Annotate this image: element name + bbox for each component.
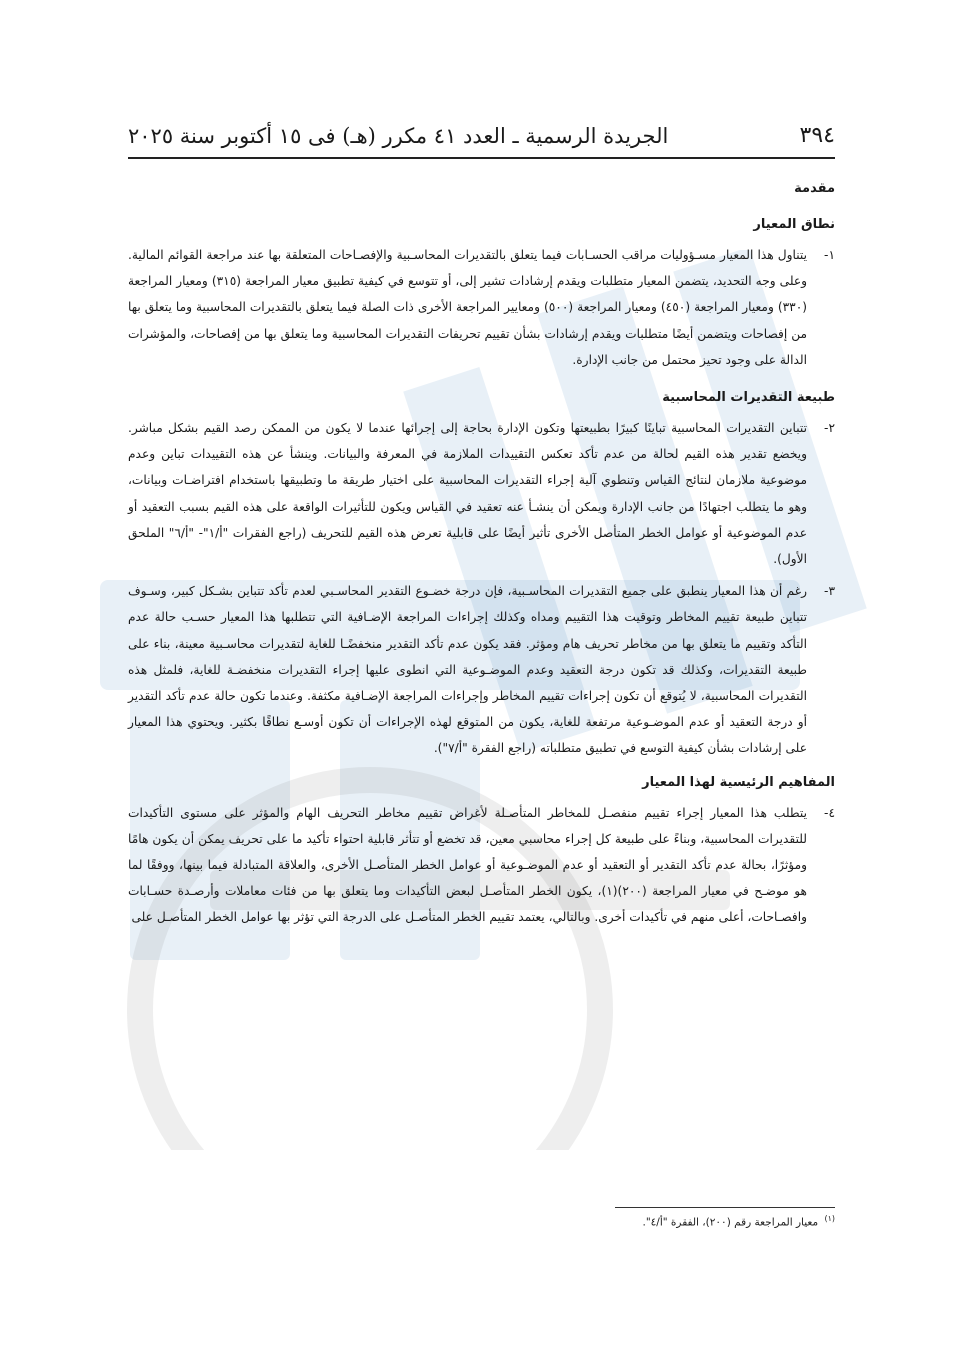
footnote-divider [615, 1207, 835, 1208]
footnote-marker: (١) [824, 1214, 835, 1223]
paragraph-number: ٤- [824, 805, 835, 820]
document-body [128, 178, 835, 931]
page-number: ٣٩٤ [799, 123, 835, 148]
paragraph-text: تتباين التقديرات المحاسبية تباينًا كبيرًا بطبيعتها وتكون الإدارة بحاجة إلى إجرائها عندما لا يكون من الممكن رصد القيم بشكل مباشر. ويخضع تقدير هذه القيم لحالة من عدم تأكد تعكس التقييدات الملازمة في المعرفة والبيانات. وينشأ عن هذه التقييدات تباين وعدم موضوعية ملازمان لنتائج القياس وتنطوي آلية إجراء التقديرات المحاسبية على اختيار طريقة ما وتطبيقها باستخدام افتراضـات وبيانات، وهو ما يتطلب اجتهادًا من جانب الإدارة ويمكن أن ينشـأ عنه تعقيد في القياس ويكون للتأثيرات الواقعة على هذه القيم بسبب التعقيد أو عدم الموضوعية أو عوامل الخطر المتأصل الأخرى تأثير أيضًا على قابلية تعرض هذه القيم للتحريف (راجع الفقرات "أ/١"- "أ/٦" الملحق الأول). [128, 421, 807, 567]
paragraph-number: ٣- [824, 584, 835, 599]
section-heading-nature: طبيعة التقديرات المحاسبية [662, 390, 835, 406]
gazette-title: الجريدة الرسمية ـ العدد ٤١ مكرر (هـ) فى ١٥ أكتوبر سنة ٢٠٢٥ [128, 124, 669, 148]
header-divider [128, 157, 835, 159]
paragraph-text: رغم أن هذا المعيار ينطبق على جميع التقديرات المحاسـبية، فإن درجة خضـوع التقدير المحاسـبي لعدم تأكد تتباين بشـكل كبير، وسـوف تتباين طبيعة تقييم المخاطر وتوقيت هذا التقييم ومداه وكذلك إجراءات المراجعة الإضـافية التي تتطلبها هذا المعيار حسـب حالة عدم التأكد وتقييم ما يتعلق بها من مخاطر تحريف هام ومؤثر. فقد يكون عدم تأكد التقدير منخفضًـا للغاية لتقديرات محاسـبية معينة، بناء على طبيعة التقديرات، وكذلك قد تكون درجة التعقيد وعدم الموضـوعية التي انطوى عليها إجراء التقديرات منخفضـة للغاية، فلمثل هذه التقديرات المحاسبية، لا يُتوقع أن تكون إجراءات تقييم المخاطر وإجراءات المراجعة الإضـافية مكثفة. وعندما تكون حالة عدم تأكد التقدير أو درجة التعقيد أو عدم الموضـوعية مرتفعة للغاية، يكون من المتوقع لهذه الإجراءات أن تكون أوسـع نطاقًا بكثير. ويحتوي هذا المعيار على إرشادات بشأن كيفية التوسع في تطبيق متطلباته (راجع الفقرة "أ/٧"). [128, 584, 807, 756]
paragraph-number: ١- [824, 248, 835, 262]
section-heading-intro: مقدمة [794, 181, 835, 196]
paragraph-number: ٢- [824, 421, 835, 436]
paragraph-3 [128, 578, 835, 761]
paragraph-1 [128, 242, 835, 373]
paragraph-4 [128, 800, 835, 931]
section-heading-concepts: المفاهيم الرئيسية لهذا المعيار [642, 774, 835, 790]
footnote-text: معيار المراجعة رقم (٢٠٠)، الفقرة "أ/٤". [642, 1216, 819, 1229]
paragraph-2 [128, 415, 835, 572]
page-header [128, 104, 835, 148]
paragraph-text: يتطلب هذا المعيار إجراء تقييم منفصـل للمخاطر المتأصـلة لأغراض تقييم مخاطر التحريف الهام والمؤثر على مستوى التأكيدات للتقديرات المحاسبية، وبناءً على طبيعة كل إجراء محاسبي معين، قد تخضع أو تتأثر قابلية احتواء تأكيد ما على تحريف يمكن أن يكون هامًا ومؤثرًا، بحالة عدم تأكد التقدير أو التعقيد أو عدم الموضـوعية أو عوامل الخطر المتأصـل الأخرى، والعلاقة المتبادلة فيما بينها، ووفقًا لما هو موضـح في معيار المراجعة (٢٠٠)(١)، يكون الخطر المتأصـل لبعض التأكيدات وما يتعلق بها من فئات معاملات وأرصـدة حسـابات وافصـاحات، أعلى منهم في تأكيدات أخرى. وبالتالي، يعتمد تقييم الخطر المتأصـل على الدرجة التي تؤثر بها عوامل الخطر المتأصـل على [128, 805, 807, 925]
section-heading-scope: نطاق المعيار [753, 217, 835, 232]
paragraph-text: يتناول هذا المعيار مسـؤوليات مراقب الحسـابات فيما يتعلق بالتقديرات المحاسـبية والإفصـاحات المتعلقة بها عند مراجعة القوائم المالية. وعلى وجه التحديد، يتضمن المعيار متطلبات ويقدم إرشادات تشير إلى، أو تتوسع في كيفية تطبيق معيار المراجعة (٣١٥) ومعيار المراجعة (٣٣٠) ومعيار المراجعة (٤٥٠) ومعيار المراجعة (٥٠٠) ومعايير المراجعة الأخرى ذات الصلة فيما يتعلق بالتقديرات المحاسبية وما يتعلق بها من إفصاحات ويتضمن أيضًا متطلبات ويقدم إرشادات بشأن تقييم تحريفات التقديرات المحاسبية وما يتعلق بها من إفصاحات، والمؤشرات الدالة على وجود تحيز محتمل من جانب الإدارة. [128, 248, 808, 367]
footnote [642, 1214, 835, 1229]
